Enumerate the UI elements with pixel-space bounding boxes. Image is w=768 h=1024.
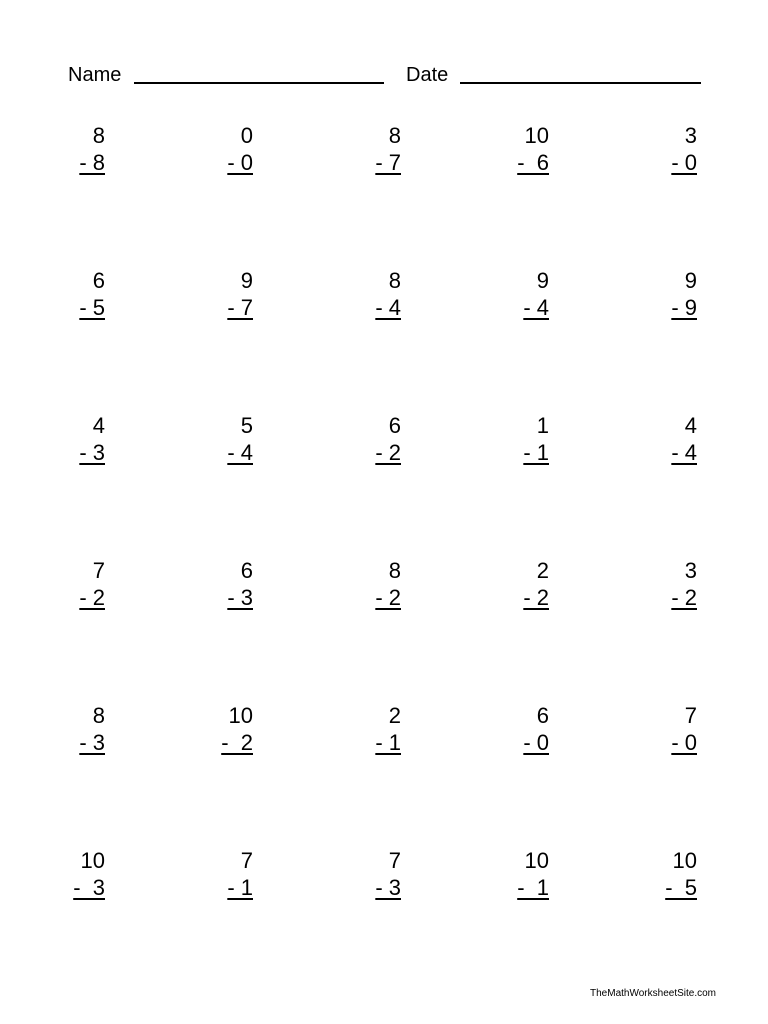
subtrahend: - 1 <box>375 730 401 755</box>
minuend: 8 <box>388 268 401 293</box>
subtrahend: - 2 <box>671 585 697 610</box>
minuend: 9 <box>684 268 697 293</box>
date-blank-line[interactable] <box>460 82 701 84</box>
subtraction-problem <box>489 267 549 321</box>
minuend: 10 <box>672 848 697 873</box>
minuend: 7 <box>388 848 401 873</box>
subtrahend: - 9 <box>671 295 697 320</box>
minuend: 10 <box>228 703 253 728</box>
name-label: Name <box>68 64 122 86</box>
subtraction-problem <box>193 702 253 756</box>
subtraction-problem <box>637 122 697 176</box>
worksheet-header <box>68 58 708 88</box>
subtraction-problem <box>637 702 697 756</box>
minuend: 6 <box>536 703 549 728</box>
subtrahend: - 6 <box>517 150 549 175</box>
subtrahend: - 2 <box>375 585 401 610</box>
subtrahend: - 2 <box>523 585 549 610</box>
subtrahend: - 2 <box>375 440 401 465</box>
minuend: 8 <box>92 703 105 728</box>
minuend: 3 <box>684 558 697 583</box>
subtraction-problem <box>45 847 105 901</box>
subtraction-problem <box>193 412 253 466</box>
minuend: 6 <box>92 268 105 293</box>
subtrahend: - 1 <box>227 875 253 900</box>
subtraction-problem <box>341 557 401 611</box>
subtrahend: - 0 <box>671 730 697 755</box>
minuend: 6 <box>388 413 401 438</box>
subtraction-problem <box>489 122 549 176</box>
minuend: 2 <box>536 558 549 583</box>
minuend: 5 <box>240 413 253 438</box>
subtraction-problem <box>637 267 697 321</box>
minuend: 4 <box>92 413 105 438</box>
subtrahend: - 5 <box>79 295 105 320</box>
subtrahend: - 0 <box>227 150 253 175</box>
subtrahend: - 8 <box>79 150 105 175</box>
subtraction-problem <box>341 847 401 901</box>
subtrahend: - 4 <box>227 440 253 465</box>
subtraction-problem <box>341 122 401 176</box>
subtraction-problem <box>45 122 105 176</box>
subtrahend: - 3 <box>79 730 105 755</box>
subtraction-problem <box>637 847 697 901</box>
minuend: 0 <box>240 123 253 148</box>
minuend: 2 <box>388 703 401 728</box>
subtraction-problem <box>341 412 401 466</box>
minuend: 8 <box>92 123 105 148</box>
subtraction-problem <box>489 557 549 611</box>
subtraction-problem <box>341 702 401 756</box>
name-blank-line[interactable] <box>134 82 384 84</box>
subtrahend: - 4 <box>375 295 401 320</box>
subtrahend: - 2 <box>79 585 105 610</box>
subtraction-problem <box>341 267 401 321</box>
minuend: 10 <box>524 123 549 148</box>
subtrahend: - 0 <box>671 150 697 175</box>
minuend: 1 <box>536 413 549 438</box>
date-label: Date <box>406 64 449 86</box>
subtrahend: - 4 <box>523 295 549 320</box>
minuend: 7 <box>240 848 253 873</box>
subtraction-problem <box>193 122 253 176</box>
subtrahend: - 5 <box>665 875 697 900</box>
minuend: 6 <box>240 558 253 583</box>
site-footer: TheMathWorksheetSite.com <box>590 988 716 999</box>
subtrahend: - 2 <box>221 730 253 755</box>
subtraction-problem <box>489 702 549 756</box>
subtraction-problem <box>193 557 253 611</box>
subtraction-problem <box>45 557 105 611</box>
minuend: 8 <box>388 123 401 148</box>
minuend: 4 <box>684 413 697 438</box>
subtraction-problem <box>45 267 105 321</box>
subtrahend: - 3 <box>73 875 105 900</box>
subtraction-problem <box>637 557 697 611</box>
subtrahend: - 0 <box>523 730 549 755</box>
minuend: 7 <box>684 703 697 728</box>
minuend: 7 <box>92 558 105 583</box>
subtrahend: - 7 <box>227 295 253 320</box>
subtraction-problem <box>637 412 697 466</box>
subtraction-problem <box>489 412 549 466</box>
subtrahend: - 3 <box>79 440 105 465</box>
subtraction-problem <box>45 412 105 466</box>
subtraction-problem <box>193 847 253 901</box>
minuend: 8 <box>388 558 401 583</box>
subtrahend: - 4 <box>671 440 697 465</box>
minuend: 9 <box>536 268 549 293</box>
subtrahend: - 1 <box>517 875 549 900</box>
minuend: 3 <box>684 123 697 148</box>
subtraction-problem <box>489 847 549 901</box>
minuend: 9 <box>240 268 253 293</box>
subtrahend: - 3 <box>227 585 253 610</box>
subtrahend: - 3 <box>375 875 401 900</box>
subtraction-problem <box>193 267 253 321</box>
subtrahend: - 7 <box>375 150 401 175</box>
minuend: 10 <box>524 848 549 873</box>
subtrahend: - 1 <box>523 440 549 465</box>
subtraction-problem <box>45 702 105 756</box>
minuend: 10 <box>80 848 105 873</box>
